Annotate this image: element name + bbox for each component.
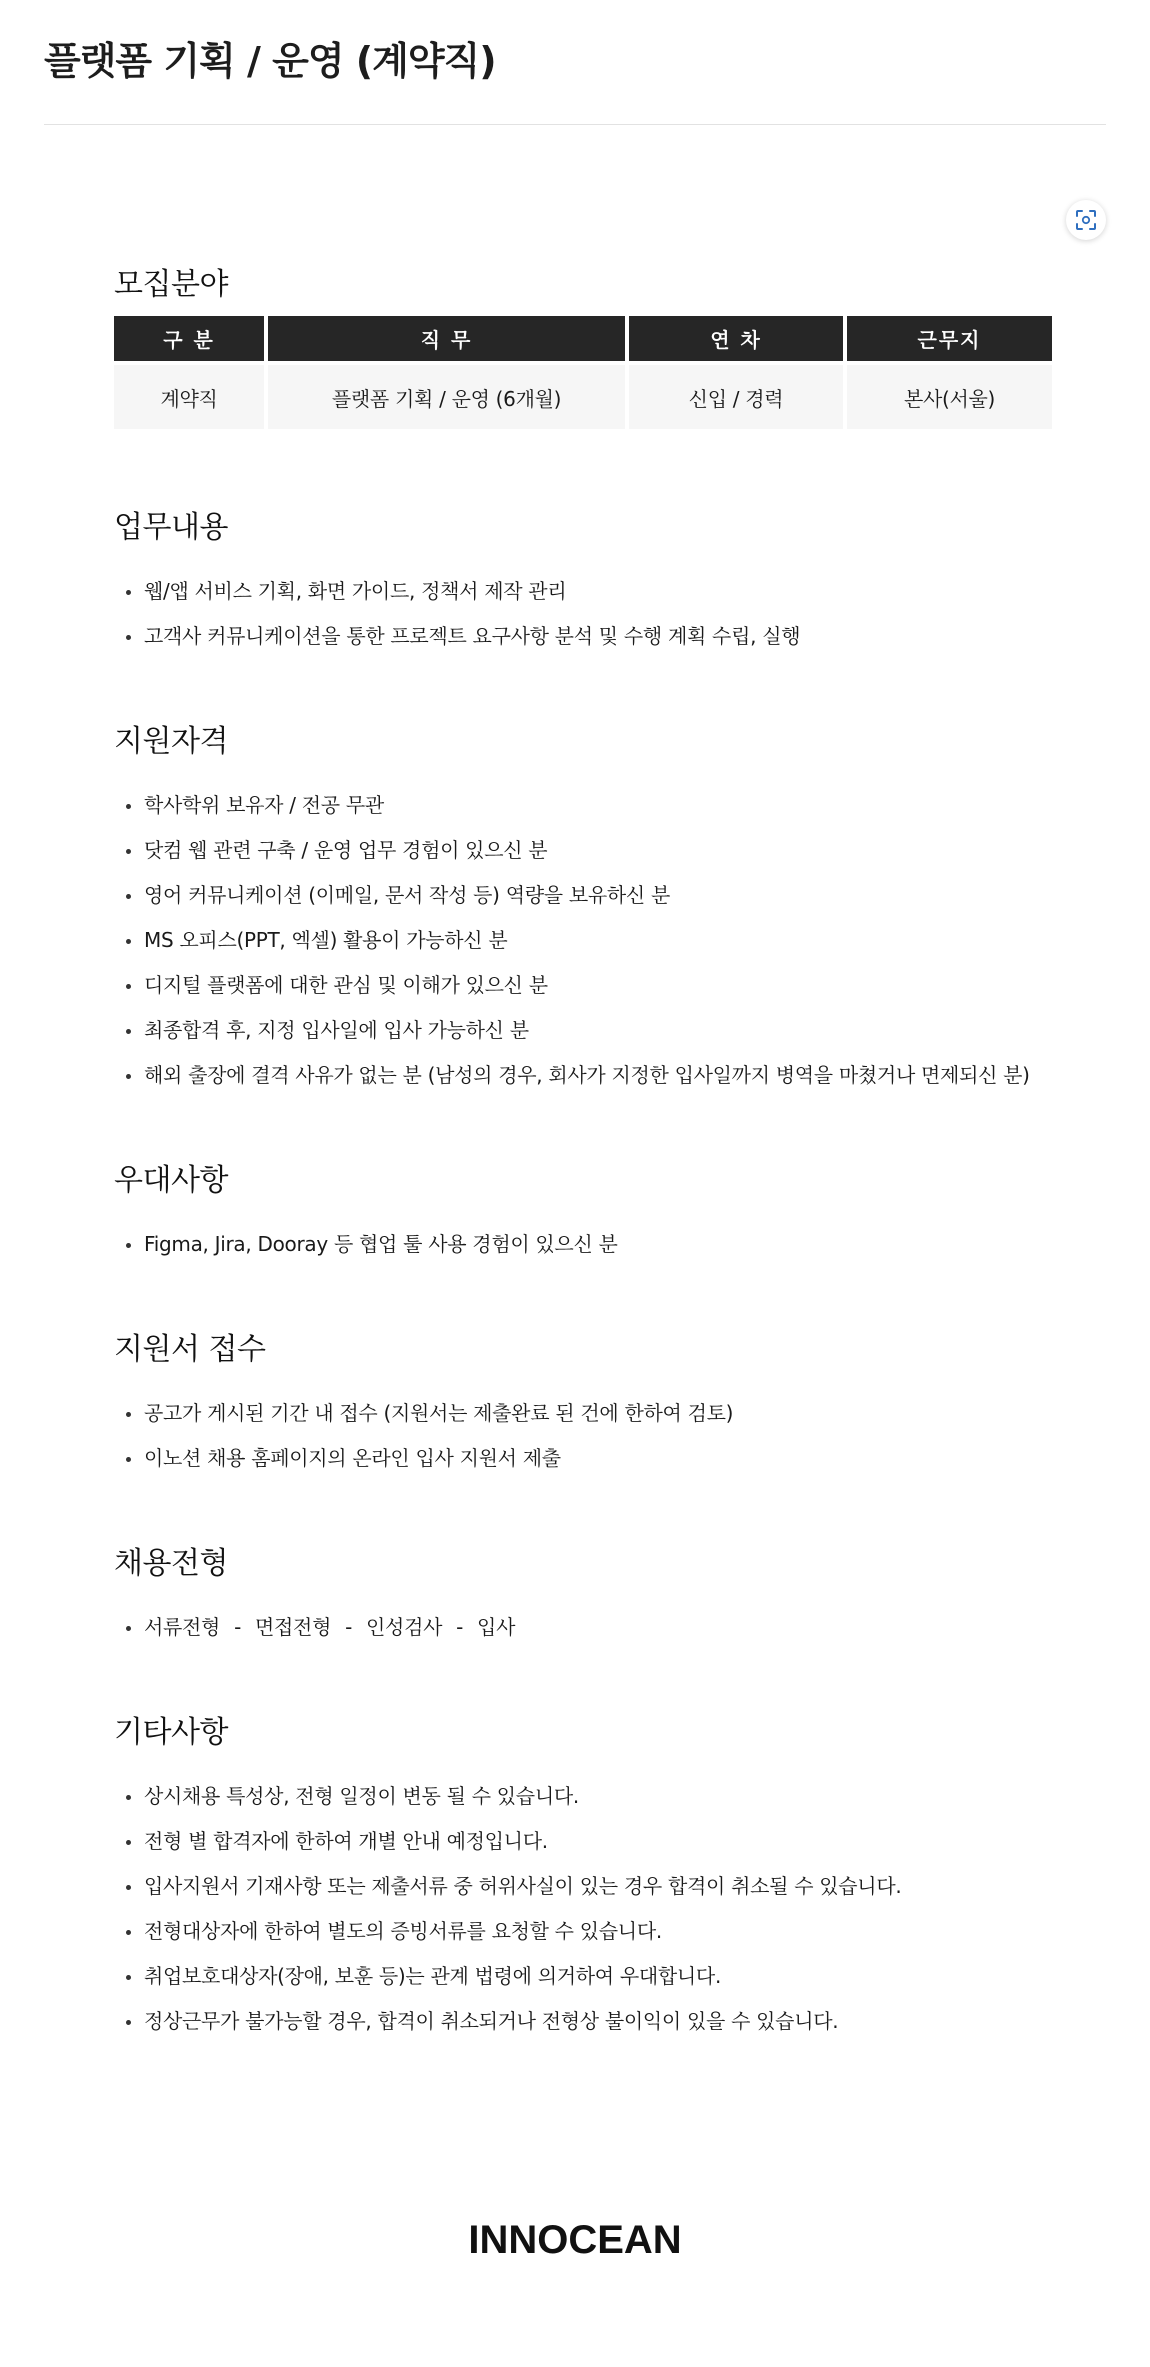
column-header-category: 구 분 [114,316,264,361]
list-item: MS 오피스(PPT, 엑셀) 활용이 가능하신 분 [114,918,1044,963]
title-divider [44,124,1106,125]
scan-image-icon [1075,209,1097,231]
application-section [114,1327,1044,1481]
list-item: 학사학위 보유자 / 전공 무관 [114,783,1044,828]
misc-list [114,1774,1044,2044]
process-steps [114,1605,1044,1650]
process-step-document: 서류전형 [144,1615,221,1639]
preferences-section [114,1158,1044,1267]
list-item: 상시채용 특성상, 전형 일정이 변동 될 수 있습니다. [114,1774,1044,1819]
recruit-section [114,262,1044,433]
duties-list [114,569,1044,659]
image-scan-button[interactable] [1066,200,1106,240]
preferences-list [114,1222,1044,1267]
process-separator: - [456,1615,464,1639]
process-separator: - [345,1615,353,1639]
list-item: 고객사 커뮤니케이션을 통한 프로젝트 요구사항 분석 및 수행 계획 수립, 실행 [114,614,1044,659]
cell-experience: 신입 / 경력 [629,365,843,429]
list-item: 영어 커뮤니케이션 (이메일, 문서 작성 등) 역량을 보유하신 분 [114,873,1044,918]
list-item: 취업보호대상자(장애, 보훈 등)는 관계 법령에 의거하여 우대합니다. [114,1954,1044,1999]
recruit-heading: 모집분야 [114,267,228,302]
misc-section [114,1710,1044,2044]
qualifications-list [114,783,1044,1098]
job-description [114,262,1044,2044]
list-item: 이노션 채용 홈페이지의 온라인 입사 지원서 제출 [114,1436,1044,1481]
qualifications-heading: 지원자격 [114,724,228,759]
process-section [114,1541,1044,1650]
list-item: 전형 별 합격자에 한하여 개별 안내 예정입니다. [114,1819,1044,1864]
innocean-logo: INNOCEAN [468,2218,682,2262]
list-item: 해외 출장에 결격 사유가 없는 분 (남성의 경우, 회사가 지정한 입사일까지 병역을 마쳤거나 면제되신 분) [114,1053,1044,1098]
column-header-experience: 연 차 [629,316,843,361]
duties-heading: 업무내용 [114,510,228,545]
page-title: 플랫폼 기획 / 운영 (계약직) [44,39,496,83]
table-row [114,365,1052,429]
preferences-heading: 우대사항 [114,1163,228,1198]
misc-heading: 기타사항 [114,1715,228,1750]
process-step-personality-test: 인성검사 [366,1615,443,1639]
list-item: 정상근무가 불가능할 경우, 합격이 취소되거나 전형상 불이익이 있을 수 있습니다. [114,1999,1044,2044]
process-separator: - [234,1615,242,1639]
process-list [114,1605,1044,1650]
list-item: 전형대상자에 한하여 별도의 증빙서류를 요청할 수 있습니다. [114,1909,1044,1954]
process-step-join: 입사 [477,1615,516,1639]
cell-duty: 플랫폼 기획 / 운영 (6개월) [268,365,625,429]
duties-section [114,505,1044,659]
process-step-interview: 면접전형 [255,1615,332,1639]
column-header-location: 근무지 [847,316,1052,361]
list-item: 닷컴 웹 관련 구축 / 운영 업무 경험이 있으신 분 [114,828,1044,873]
qualifications-section [114,719,1044,1098]
list-item: 공고가 게시된 기간 내 접수 (지원서는 제출완료 된 건에 한하여 검토) [114,1391,1044,1436]
list-item: 최종합격 후, 지정 입사일에 입사 가능하신 분 [114,1008,1044,1053]
list-item: 웹/앱 서비스 기획, 화면 가이드, 정책서 제작 관리 [114,569,1044,614]
application-heading: 지원서 접수 [114,1332,266,1367]
list-item: 입사지원서 기재사항 또는 제출서류 중 허위사실이 있는 경우 합격이 취소될 수 있습니다. [114,1864,1044,1909]
application-list [114,1391,1044,1481]
list-item: Figma, Jira, Dooray 등 협업 툴 사용 경험이 있으신 분 [114,1222,1044,1267]
cell-category: 계약직 [114,365,264,429]
column-header-duty: 직 무 [268,316,625,361]
cell-location: 본사(서울) [847,365,1052,429]
list-item: 디지털 플랫폼에 대한 관심 및 이해가 있으신 분 [114,963,1044,1008]
recruit-table [110,312,1056,433]
process-heading: 채용전형 [114,1546,228,1581]
table-header-row [114,316,1052,361]
